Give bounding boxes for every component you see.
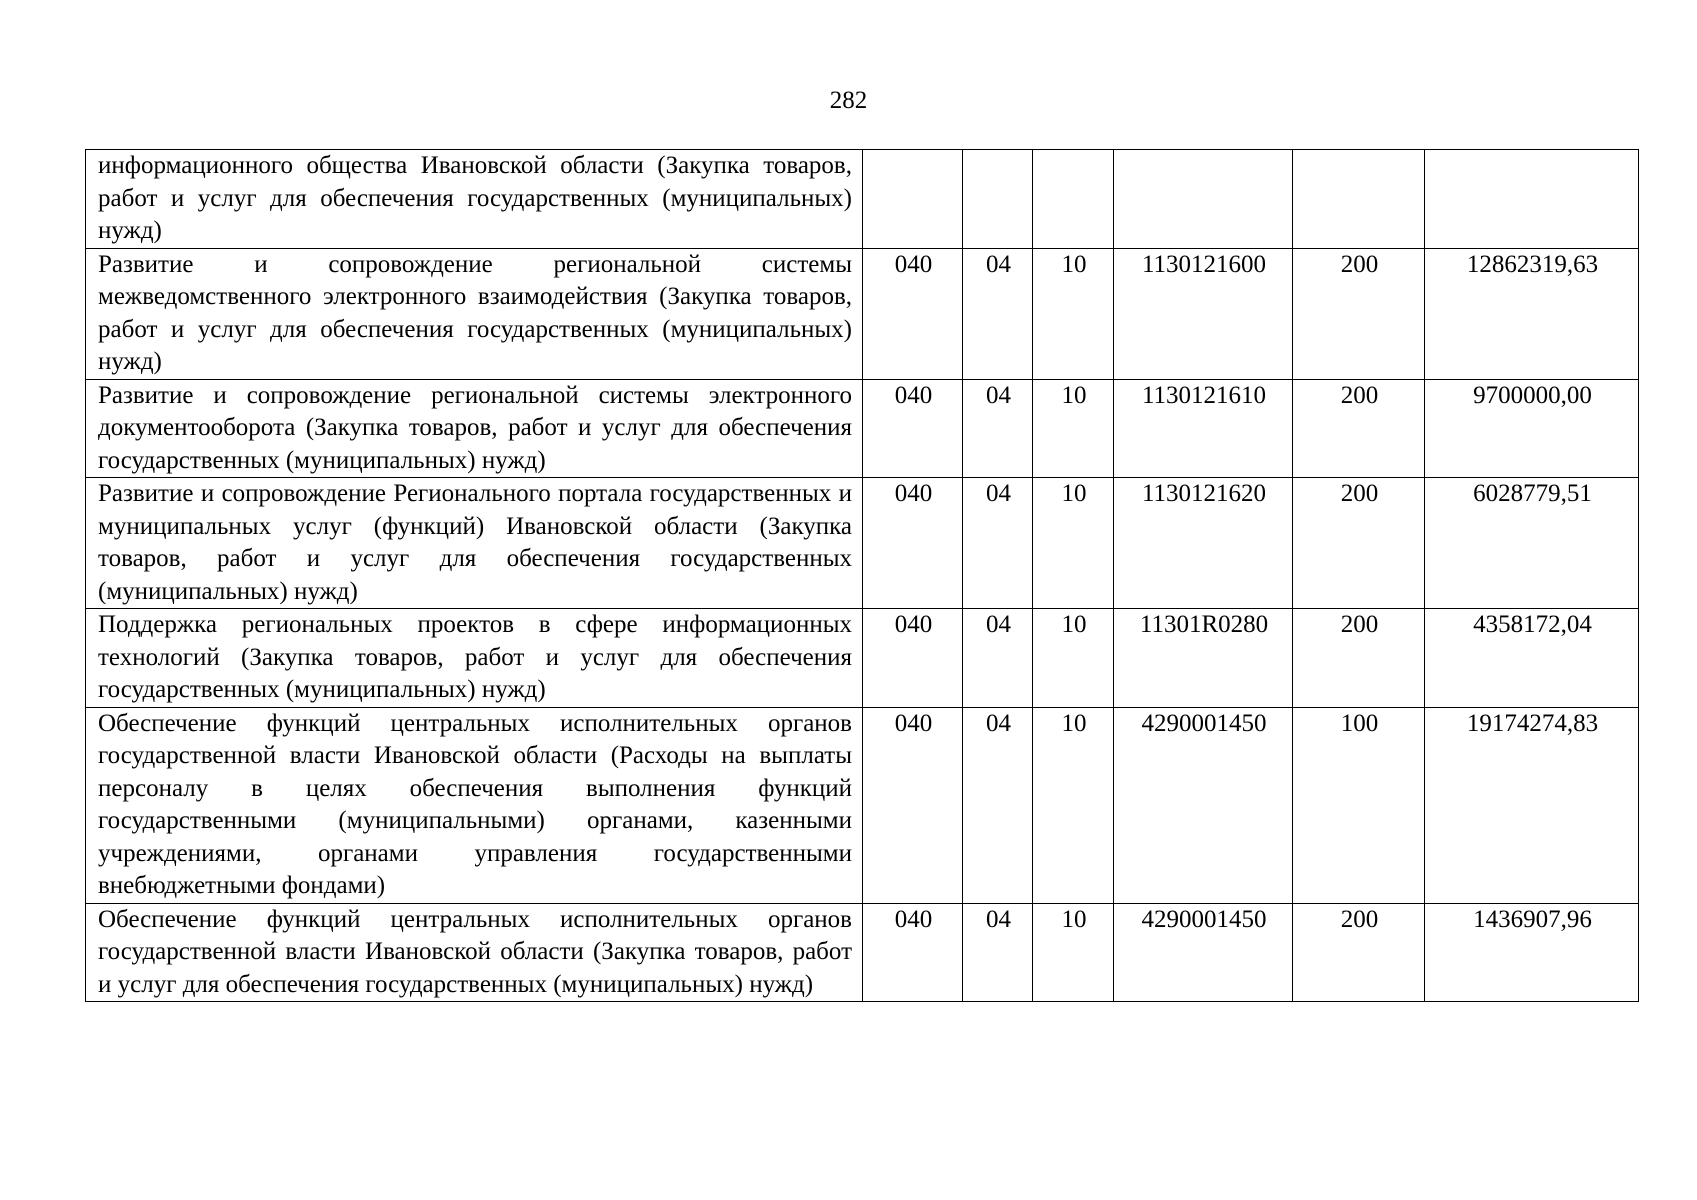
table-row	[86, 707, 1639, 903]
amount: 12862319,63	[1425, 248, 1639, 379]
ministry-code: 040	[863, 248, 963, 379]
target-article-code: 4290001450	[1114, 707, 1293, 903]
table-row	[86, 248, 1639, 379]
row-description: Развитие и сопровождение региональной системы межведомственного электронного взаимодействия (Закупка товаров, работ и услуг для обеспечения государственных (муниципальных) нужд)	[86, 248, 863, 379]
subsection-code: 10	[1033, 379, 1114, 478]
section-code	[963, 150, 1033, 249]
section-code: 04	[963, 903, 1033, 1002]
table-row	[86, 150, 1639, 249]
table-row	[86, 379, 1639, 478]
expense-type-code: 200	[1293, 903, 1425, 1002]
section-code: 04	[963, 379, 1033, 478]
row-description: информационного общества Ивановской области (Закупка товаров, работ и услуг для обеспечения государственных (муниципальных) нужд)	[86, 150, 863, 249]
target-article-code: 1130121600	[1114, 248, 1293, 379]
amount: 6028779,51	[1425, 478, 1639, 609]
amount: 19174274,83	[1425, 707, 1639, 903]
expense-type-code: 200	[1293, 609, 1425, 708]
amount: 1436907,96	[1425, 903, 1639, 1002]
ministry-code	[863, 150, 963, 249]
ministry-code: 040	[863, 379, 963, 478]
row-description: Обеспечение функций центральных исполнительных органов государственной власти Ивановской области (Расходы на выплаты персоналу в целях обеспечения выполнения функций государственными (муниципальными) органами, казенными учреждениями, органами управления государственными внебюджетными фондами)	[86, 707, 863, 903]
expense-type-code: 200	[1293, 379, 1425, 478]
table-row	[86, 903, 1639, 1002]
subsection-code: 10	[1033, 248, 1114, 379]
row-description: Обеспечение функций центральных исполнительных органов государственной власти Ивановской области (Закупка товаров, работ и услуг для обеспечения государственных (муниципальных) нужд)	[86, 903, 863, 1002]
target-article-code: 1130121620	[1114, 478, 1293, 609]
section-code: 04	[963, 478, 1033, 609]
page-number: 282	[829, 87, 868, 114]
expense-type-code: 200	[1293, 478, 1425, 609]
row-description: Развитие и сопровождение региональной системы электронного документооборота (Закупка товаров, работ и услуг для обеспечения государственных (муниципальных) нужд)	[86, 379, 863, 478]
row-description: Поддержка региональных проектов в сфере информационных технологий (Закупка товаров, работ и услуг для обеспечения государственных (муниципальных) нужд)	[86, 609, 863, 708]
row-description: Развитие и сопровождение Регионального портала государственных и муниципальных услуг (функций) Ивановской области (Закупка товаров, работ и услуг для обеспечения государственных (муниципальных) нужд)	[86, 478, 863, 609]
target-article-code: 11301R0280	[1114, 609, 1293, 708]
amount: 9700000,00	[1425, 379, 1639, 478]
section-code: 04	[963, 707, 1033, 903]
ministry-code: 040	[863, 903, 963, 1002]
amount: 4358172,04	[1425, 609, 1639, 708]
budget-table	[85, 149, 1639, 1002]
ministry-code: 040	[863, 478, 963, 609]
table-row	[86, 609, 1639, 708]
section-code: 04	[963, 248, 1033, 379]
subsection-code: 10	[1033, 707, 1114, 903]
table-row	[86, 478, 1639, 609]
expense-type-code	[1293, 150, 1425, 249]
section-code: 04	[963, 609, 1033, 708]
target-article-code: 4290001450	[1114, 903, 1293, 1002]
ministry-code: 040	[863, 609, 963, 708]
ministry-code: 040	[863, 707, 963, 903]
expense-type-code: 100	[1293, 707, 1425, 903]
subsection-code: 10	[1033, 903, 1114, 1002]
amount	[1425, 150, 1639, 249]
target-article-code	[1114, 150, 1293, 249]
subsection-code: 10	[1033, 609, 1114, 708]
subsection-code	[1033, 150, 1114, 249]
subsection-code: 10	[1033, 478, 1114, 609]
target-article-code: 1130121610	[1114, 379, 1293, 478]
expense-type-code: 200	[1293, 248, 1425, 379]
